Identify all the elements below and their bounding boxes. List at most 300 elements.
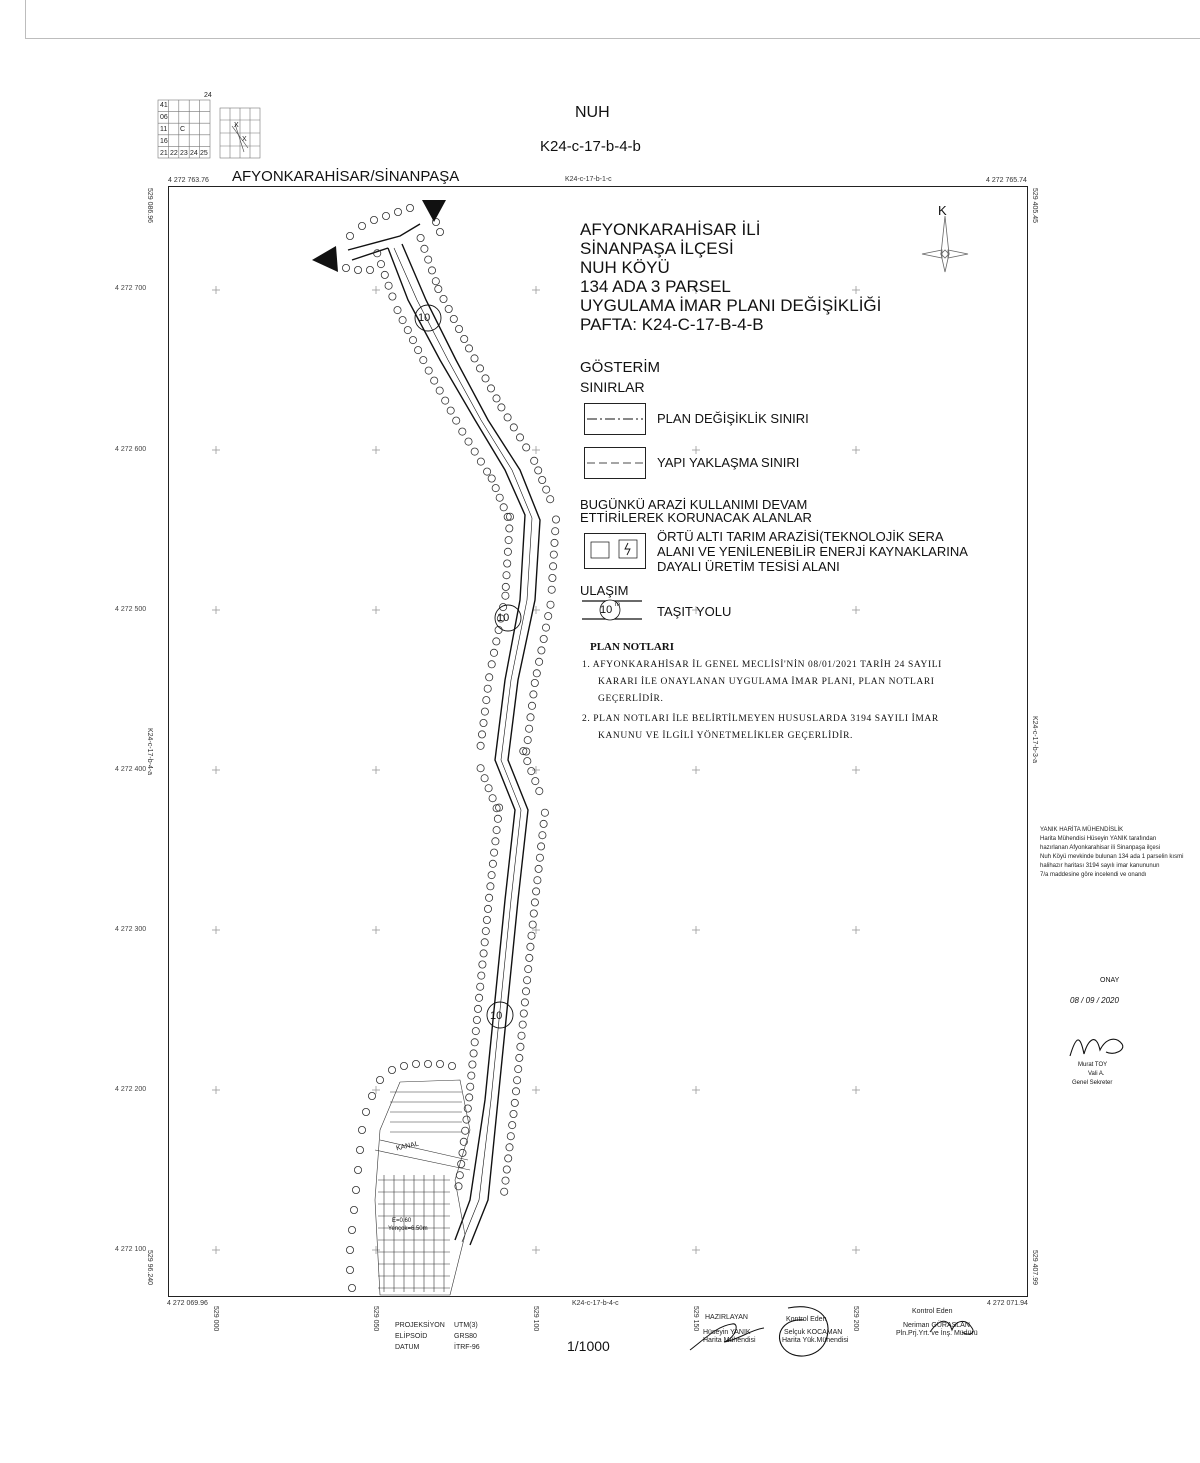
tree-marker <box>507 1133 514 1140</box>
tree-marker <box>436 228 443 235</box>
tree-marker <box>468 1072 475 1079</box>
legend-land-use-title: BUGÜNKÜ ARAZİ KULLANIMI DEVAM <box>580 497 808 512</box>
projection-value: UTM(3) <box>454 1322 478 1329</box>
grid-crosses <box>212 286 860 1254</box>
tree-marker <box>503 1166 510 1173</box>
village-name: NUH <box>575 104 610 121</box>
tree-marker <box>481 708 488 715</box>
side-note-line: Harita Mühendisi Hüseyin YANIK tarafından <box>1040 836 1157 842</box>
tree-marker <box>440 295 447 302</box>
tree-marker <box>420 357 427 364</box>
control2-name: Neriman GÜRASLAN <box>903 1322 970 1329</box>
side-note-line: 7/a maddesine göre incelendi ve onandı <box>1040 872 1147 878</box>
tree-marker <box>450 315 457 322</box>
side-note-line: YANIK HARİTA MÜHENDİSLİK <box>1040 827 1124 833</box>
tree-marker <box>504 548 511 555</box>
tree-marker <box>362 1108 369 1115</box>
control1-title: Kontrol Eden <box>786 1316 827 1323</box>
tree-marker <box>536 658 543 665</box>
tree-marker <box>461 335 468 342</box>
tree-marker <box>388 1066 395 1073</box>
title-line: 134 ADA 3 PARSEL <box>580 277 731 296</box>
tree-marker <box>547 601 554 608</box>
surveyor-approval-note <box>1040 826 1183 880</box>
index-cell: 11 <box>160 126 168 133</box>
legend-plan-boundary-swatch <box>584 403 646 435</box>
control1-signature <box>768 1300 848 1369</box>
tree-marker <box>489 795 496 802</box>
direction-arrow <box>422 200 446 222</box>
index-mark: X <box>242 136 247 143</box>
tree-marker <box>389 293 396 300</box>
tree-marker <box>354 1166 361 1173</box>
tree-marker <box>436 387 443 394</box>
tree-marker <box>482 928 489 935</box>
tree-marker <box>530 910 537 917</box>
road-width-label: 10 <box>497 612 510 624</box>
tree-marker <box>517 1043 524 1050</box>
tree-marker <box>348 1226 355 1233</box>
tree-marker <box>428 267 435 274</box>
legend-vehicle-road-text: TAŞIT YOLU <box>657 604 732 619</box>
tree-marker <box>342 264 349 271</box>
tree-marker <box>432 278 439 285</box>
legend-road-swatch <box>580 598 646 627</box>
tree-marker <box>509 1122 516 1129</box>
easting-label: 529 150 <box>692 1306 699 1332</box>
tree-marker <box>483 697 490 704</box>
approval-role: Vali A. <box>1088 1071 1105 1077</box>
tree-marker <box>533 670 540 677</box>
easting-label: 529 200 <box>852 1306 859 1332</box>
tree-marker <box>533 888 540 895</box>
northing-label: 4 272 300 <box>115 926 147 933</box>
prepared-signature <box>688 1316 768 1361</box>
tree-marker <box>502 592 509 599</box>
plan-note-1: 1. AFYONKARAHİSAR İL GENEL MECLİSİ'NİN 08/01/2021 TARİH 24 SAYILI <box>582 660 942 670</box>
tree-marker <box>528 702 535 709</box>
approval-name: Murat TOY <box>1078 1062 1108 1068</box>
tree-marker <box>539 476 546 483</box>
tree-marker <box>510 424 517 431</box>
tree-marker <box>484 468 491 475</box>
compass-label: K <box>938 203 947 218</box>
legend-greenhouse-swatch <box>584 533 646 569</box>
tree-marker <box>532 778 539 785</box>
legend-greenhouse-text: ALANI VE YENİLENEBİLİR ENERJİ KAYNAKLARINA <box>657 544 968 559</box>
tree-marker <box>535 865 542 872</box>
tree-marker <box>358 1126 365 1133</box>
northing-label: 4 272 100 <box>115 1246 147 1253</box>
tree-marker <box>510 1110 517 1117</box>
tree-marker <box>492 838 499 845</box>
tree-marker <box>417 234 424 241</box>
legend-building-boundary-swatch <box>584 447 646 479</box>
prepared-name: Hüseyin YANIK <box>703 1329 751 1336</box>
approval-date: 08 / 09 / 2020 <box>1070 996 1119 1005</box>
tree-marker <box>485 785 492 792</box>
tree-marker <box>526 725 533 732</box>
prepared-role: Harita Mühendisi <box>703 1337 756 1344</box>
frame-top-sheet: K24-c-17-b-1-c <box>565 176 612 183</box>
tree-marker <box>358 222 365 229</box>
title-line: PAFTA: K24-C-17-B-4-B <box>580 315 764 334</box>
tree-marker <box>477 742 484 749</box>
title-line: UYGULAMA İMAR PLANI DEĞİŞİKLİĞİ <box>580 296 882 315</box>
tree-marker <box>466 1094 473 1101</box>
tree-marker <box>486 894 493 901</box>
easting-label: 529 050 <box>372 1306 379 1332</box>
tree-marker <box>471 448 478 455</box>
tree-marker <box>547 496 554 503</box>
tree-marker <box>535 467 542 474</box>
tree-marker <box>498 404 505 411</box>
tree-marker <box>465 345 472 352</box>
plan-note-2: 2. PLAN NOTLARI İLE BELİRTİLMEYEN HUSUSLARDA 3194 SAYILI İMAR <box>582 714 939 724</box>
index-cell: 23 <box>180 150 188 157</box>
tree-marker <box>531 679 538 686</box>
tree-marker <box>352 1186 359 1193</box>
tree-marker <box>503 572 510 579</box>
approval-role: Genel Sekreter <box>1072 1080 1113 1086</box>
tree-marker <box>480 950 487 957</box>
tree-marker <box>348 1284 355 1291</box>
coord-top-right: 4 272 765.74 <box>986 177 1027 184</box>
tree-marker <box>534 877 541 884</box>
tree-marker <box>471 355 478 362</box>
plan-notes-title: PLAN NOTLARI <box>590 641 675 653</box>
northing-label: 4 272 400 <box>115 766 147 773</box>
approval-label: ONAY <box>1100 977 1120 984</box>
tree-marker <box>409 337 416 344</box>
tree-marker <box>470 1050 477 1057</box>
tree-marker <box>545 613 552 620</box>
index-cell: 16 <box>160 138 168 145</box>
tree-marker <box>472 1028 479 1035</box>
tree-marker <box>552 528 559 535</box>
legend-title: GÖSTERİM <box>580 359 661 376</box>
tree-marker <box>494 815 501 822</box>
tree-marker <box>493 638 500 645</box>
index-cell: 22 <box>170 150 178 157</box>
tree-marker <box>473 1016 480 1023</box>
tree-marker <box>505 537 512 544</box>
tree-marker <box>447 407 454 414</box>
legend-greenhouse-text: DAYALI ÜRETİM TESİSİ ALANI <box>657 559 840 574</box>
tree-marker <box>400 1062 407 1069</box>
tree-marker <box>394 307 401 314</box>
index-cell: 06 <box>160 114 168 121</box>
frame-bottom-sheet: K24-c-17-b-4-c <box>572 1300 619 1307</box>
tree-marker <box>531 457 538 464</box>
tree-marker <box>528 932 535 939</box>
tree-marker <box>346 232 353 239</box>
easting-label: 529 100 <box>532 1306 539 1332</box>
prepared-title: HAZIRLAYAN <box>705 1314 748 1321</box>
tree-marker <box>476 994 483 1001</box>
tree-marker <box>524 977 531 984</box>
tree-marker <box>385 282 392 289</box>
tree-marker <box>376 1076 383 1083</box>
tree-marker <box>477 458 484 465</box>
legend-road-width: 10 <box>600 604 613 616</box>
tree-marker <box>527 943 534 950</box>
tree-marker <box>540 635 547 642</box>
tree-marker <box>465 438 472 445</box>
tree-marker <box>481 775 488 782</box>
tree-marker <box>482 375 489 382</box>
tree-marker <box>486 674 493 681</box>
tree-marker <box>462 1127 469 1134</box>
index-top-number: 24 <box>204 92 212 99</box>
tree-marker <box>459 428 466 435</box>
tree-marker <box>519 1021 526 1028</box>
legend-plan-boundary-text: PLAN DEĞİŞİKLİK SINIRI <box>657 411 809 426</box>
tree-marker <box>524 737 531 744</box>
tree-marker <box>374 250 381 257</box>
tree-marker <box>523 444 530 451</box>
tree-marker <box>368 1092 375 1099</box>
tree-marker <box>518 1032 525 1039</box>
tree-marker <box>502 583 509 590</box>
tree-marker <box>399 317 406 324</box>
tree-marker <box>479 961 486 968</box>
tree-marker <box>487 883 494 890</box>
tree-marker <box>552 516 559 523</box>
legend-land-use-title: ETTİRİLEREK KORUNACAK ALANLAR <box>580 510 812 525</box>
datum-label: DATUM <box>395 1344 420 1351</box>
tree-marker <box>528 768 535 775</box>
plan-note-1: KARARI İLE ONAYLANAN UYGULAMA İMAR PLANI, PLAN NOTLARI <box>598 677 935 687</box>
index-mark: C <box>180 126 186 133</box>
tree-marker <box>522 988 529 995</box>
tree-marker <box>381 271 388 278</box>
tree-marker <box>514 1077 521 1084</box>
tree-marker <box>350 1206 357 1213</box>
northing-label: 4 272 700 <box>115 285 147 292</box>
tree-marker <box>424 1060 431 1067</box>
tree-marker <box>354 266 361 273</box>
tree-marker <box>488 872 495 879</box>
tree-marker <box>346 1246 353 1253</box>
tree-marker <box>346 1266 353 1273</box>
title-line: SİNANPAŞA İLÇESİ <box>580 239 734 258</box>
tree-marker <box>536 854 543 861</box>
tree-marker <box>448 1062 455 1069</box>
tree-marker <box>431 377 438 384</box>
control1-name: Selçuk KOCAMAN <box>784 1329 843 1336</box>
tree-marker <box>520 1010 527 1017</box>
tree-marker <box>541 809 548 816</box>
tree-marker <box>484 685 491 692</box>
tree-marker <box>467 1083 474 1090</box>
tree-marker <box>469 1061 476 1068</box>
tree-marker <box>491 849 498 856</box>
tree-marker <box>370 216 377 223</box>
control2-title: Kontrol Eden <box>912 1308 953 1315</box>
tree-marker <box>425 256 432 263</box>
title-line: NUH KÖYÜ <box>580 258 670 277</box>
tree-marker <box>463 1116 470 1123</box>
plan-note-2: KANUNU VE İLGİLİ YÖNETMELİKLER GEÇERLİDİR. <box>598 731 854 741</box>
coord-bottom-left: 4 272 069.96 <box>167 1300 208 1307</box>
tree-marker <box>539 832 546 839</box>
tree-marker <box>529 921 536 928</box>
tree-marker <box>536 788 543 795</box>
map-scale: 1/1000 <box>567 1338 610 1354</box>
index-mark: X <box>234 122 239 129</box>
east-top-left: 529 086.96 <box>146 188 153 224</box>
tree-marker <box>406 204 413 211</box>
index-cell: 21 <box>160 150 168 157</box>
legend-building-boundary-text: YAPI YAKLAŞMA SINIRI <box>657 455 800 470</box>
side-note-line: Nuh Köyü mevkinde bulunan 134 ada 1 parselin kısmi <box>1040 854 1184 860</box>
plan-title-block <box>580 220 881 334</box>
legend-transport-title: ULAŞIM <box>580 583 629 598</box>
tree-marker <box>521 999 528 1006</box>
tree-marker <box>483 916 490 923</box>
tree-marker <box>394 208 401 215</box>
tree-marker <box>404 327 411 334</box>
elevation-label: E=0.60 <box>392 1218 412 1224</box>
tree-marker <box>504 560 511 567</box>
tree-marker <box>538 647 545 654</box>
control1-role: Harita Yük.Mühendisi <box>782 1337 849 1344</box>
tree-marker <box>538 843 545 850</box>
tree-marker <box>421 245 428 252</box>
tree-marker <box>492 485 499 492</box>
northing-label: 4 272 500 <box>115 606 147 613</box>
east-bottom-left: 529 96.240 <box>146 1250 153 1286</box>
tree-marker <box>493 395 500 402</box>
tree-marker <box>477 765 484 772</box>
tree-marker <box>506 1144 513 1151</box>
easting-label: 529 000 <box>212 1306 219 1332</box>
tree-marker <box>487 385 494 392</box>
side-note-line: hazırlanan Afyonkarahisar ili Sinanpaşa ilçesi <box>1040 845 1161 851</box>
plan-note-1: GEÇERLİDİR. <box>598 694 664 704</box>
legend-greenhouse-text: ÖRTÜ ALTI TARIM ARAZİSİ(TEKNOLOJİK SERA <box>657 529 944 544</box>
tree-marker <box>436 1060 443 1067</box>
tree-marker <box>356 1146 363 1153</box>
tree-marker <box>478 972 485 979</box>
tree-marker <box>502 1177 509 1184</box>
tree-marker <box>478 731 485 738</box>
tree-marker <box>425 367 432 374</box>
tree-marker <box>512 1088 519 1095</box>
tree-marker <box>515 1066 522 1073</box>
tree-marker <box>549 574 556 581</box>
tree-marker <box>516 434 523 441</box>
tree-marker <box>531 899 538 906</box>
tree-marker <box>530 691 537 698</box>
tree-marker <box>505 1155 512 1162</box>
road-width-label: 10 <box>418 312 431 324</box>
road-width-label: 10 <box>490 1010 503 1022</box>
tree-marker <box>489 860 496 867</box>
tree-marker <box>484 905 491 912</box>
tree-marker <box>550 551 557 558</box>
tree-marker <box>412 1060 419 1067</box>
control2-role: Pln.Prj.Yrt. ve İnş. Müdürü <box>896 1330 978 1337</box>
tree-marker <box>550 563 557 570</box>
tree-marker <box>506 525 513 532</box>
projection-label: PROJEKSİYON <box>395 1322 445 1329</box>
direction-arrow <box>312 246 338 272</box>
title-line: AFYONKARAHİSAR İLİ <box>580 220 761 239</box>
side-note-line: halihazır haritası 3194 sayılı imar kanununun <box>1040 863 1160 869</box>
tree-marker <box>500 504 507 511</box>
tree-marker <box>551 539 558 546</box>
frame-left-sheet: K24-c-17-b-4-a <box>146 728 153 776</box>
tree-marker <box>445 305 452 312</box>
tree-marker <box>527 714 534 721</box>
coord-bottom-right: 4 272 071.94 <box>987 1300 1028 1307</box>
tree-marker <box>474 1005 481 1012</box>
east-top-right: 529 405.45 <box>1031 188 1038 224</box>
tree-marker <box>493 827 500 834</box>
tree-marker <box>453 417 460 424</box>
datum-value: İTRF-96 <box>454 1344 480 1351</box>
tree-marker <box>476 365 483 372</box>
tree-marker <box>455 325 462 332</box>
tree-marker <box>516 1054 523 1061</box>
tree-marker <box>526 954 533 961</box>
index-cell: 41 <box>160 102 168 109</box>
tree-marker <box>548 586 555 593</box>
tree-marker <box>488 661 495 668</box>
index-cell: 25 <box>200 150 208 157</box>
east-bottom-right: 529 407.99 <box>1031 1250 1038 1286</box>
tree-marker <box>511 1099 518 1106</box>
settlement-parcels <box>375 1080 470 1295</box>
tree-markers <box>342 204 559 1291</box>
tree-marker <box>488 475 495 482</box>
index-cell: 24 <box>190 150 198 157</box>
tree-marker <box>542 624 549 631</box>
tree-marker <box>480 719 487 726</box>
ellipsoid-value: GRS80 <box>454 1333 477 1340</box>
tree-marker <box>524 758 531 765</box>
coord-top-left: 4 272 763.76 <box>168 177 209 184</box>
tree-marker <box>501 1188 508 1195</box>
tree-marker <box>477 983 484 990</box>
tree-marker <box>496 494 503 501</box>
tree-marker <box>366 266 373 273</box>
tree-marker <box>442 397 449 404</box>
tree-marker <box>415 347 422 354</box>
province-district: AFYONKARAHİSAR/SİNANPAŞA <box>232 168 460 185</box>
tree-marker <box>543 486 550 493</box>
frame-right-sheet: K24-c-17-b-3-a <box>1031 716 1038 764</box>
tree-marker <box>435 285 442 292</box>
legend-road-unit: m <box>615 602 620 608</box>
tree-marker <box>458 1160 465 1167</box>
northing-label: 4 272 200 <box>115 1086 147 1093</box>
tree-marker <box>382 212 389 219</box>
tree-marker <box>471 1039 478 1046</box>
legend-boundaries-title: SINIRLAR <box>580 379 645 395</box>
control2-signature <box>926 1314 986 1345</box>
tree-marker <box>504 414 511 421</box>
tree-marker <box>377 261 384 268</box>
hmax-label: Yençok=6.50m <box>388 1226 428 1232</box>
tree-marker <box>525 966 532 973</box>
ellipsoid-label: ELİPSOİD <box>395 1333 428 1340</box>
tree-marker <box>481 939 488 946</box>
sheet-code: K24-c-17-b-4-b <box>540 138 641 155</box>
north-compass-icon <box>920 214 970 279</box>
